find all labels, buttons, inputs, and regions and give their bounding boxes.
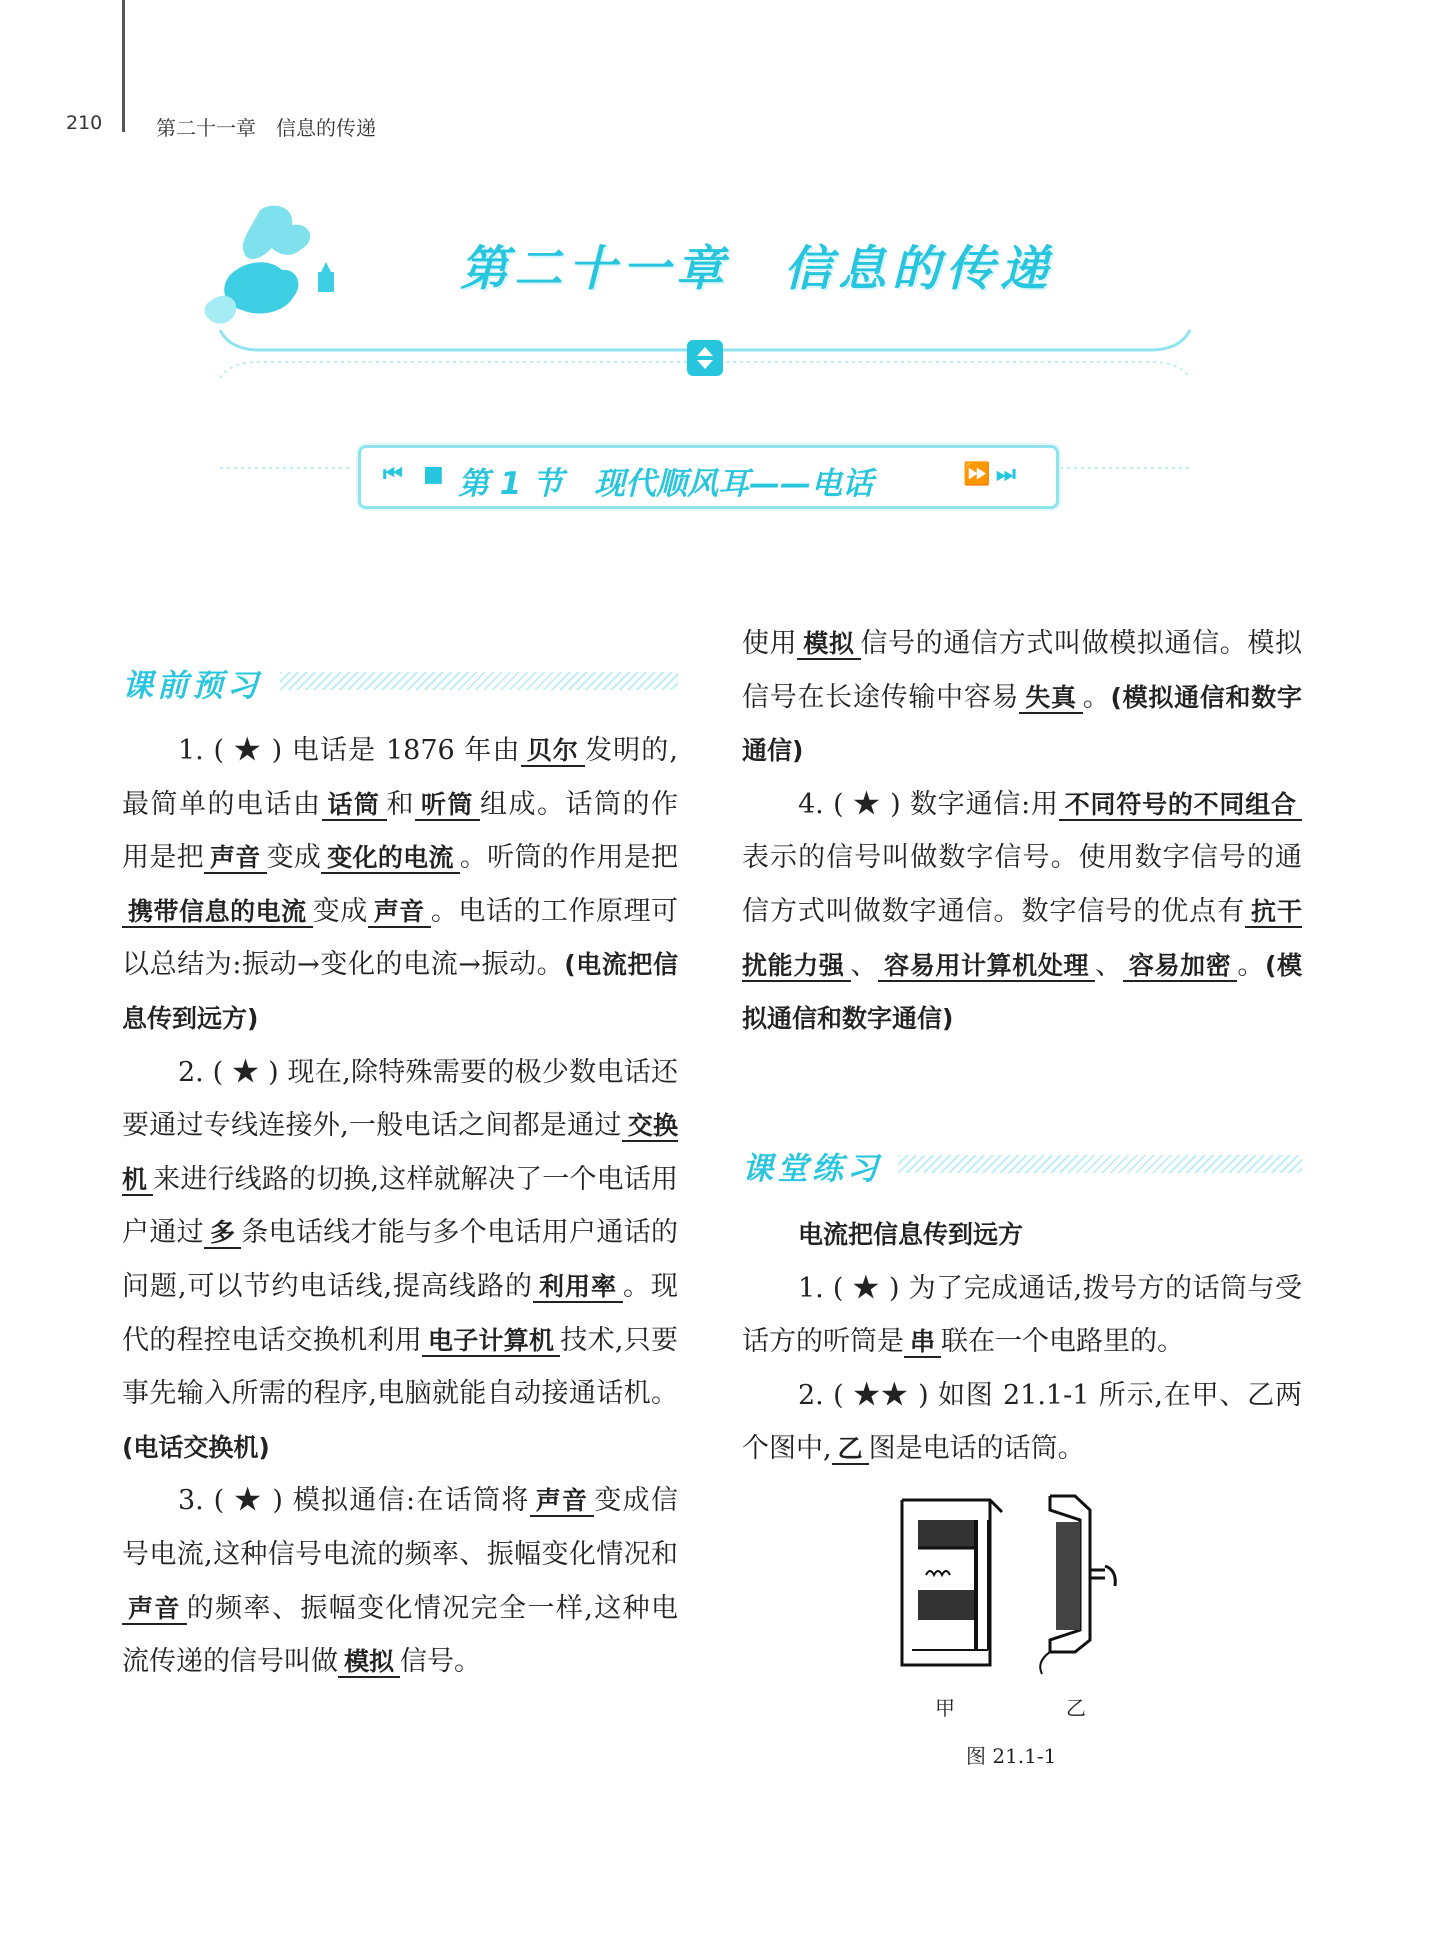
answer-blank: 利用率	[533, 1272, 623, 1303]
exercise-2: 2. ( ★★ ) 如图 21.1-1 所示,在甲、乙两个图中, 乙 图是电话的话筒。	[742, 1379, 1302, 1465]
square-bullet-icon: ■	[423, 462, 444, 487]
answer-blank: 容易加密	[1123, 951, 1238, 982]
heading-hatch	[280, 672, 678, 690]
topic-hint: (电话交换机)	[122, 1432, 270, 1462]
figure-label-a: 甲	[935, 1696, 955, 1720]
answer-blank: 声音	[204, 843, 267, 874]
heading-classroom-practice: 课堂练习	[742, 1151, 882, 1187]
skip-back-icon: ⏮	[383, 462, 403, 487]
answer-blank: 模拟	[797, 629, 860, 660]
answer-blank: 串	[904, 1327, 941, 1358]
topic-hint: (电流把信息传到远方)	[122, 950, 678, 1033]
question-2: 2. ( ★ ) 现在,除特殊需要的极少数电话还要通过专线连接外,一般电话之间都是通过 交换机 来进行线路的切换,这样就解决了一个电话用户通过 多 条电话线才能与多个电话用户通话的问题,可以节约电话线,提高线路的 利用率 。现代的程控电话交换机利用 电子计算机 技术,只要事先输入所需的程序,电脑就能自动接通话机。(电话交换机)	[122, 1056, 679, 1462]
question-1: 1. ( ★ ) 电话是 1876 年由 贝尔 发明的,最简单的电话由 话筒 和 听筒 组成。话筒的作用是把 声音 变成 变化的电流 。听筒的作用是把携带信息的电流 变成 声音 。电话的工作原理可以总结为:振动→变化的电流→振动。(电流把信息传到远方)	[122, 735, 679, 1033]
page-number: 210	[66, 112, 103, 134]
answer-blank: 乙	[832, 1434, 869, 1465]
answer-blank: 交换机	[122, 1111, 678, 1194]
answer-blank: 容易用计算机处理	[878, 951, 1095, 982]
right-column-top	[742, 617, 1302, 1046]
topic-hint: (模拟通信和数字通信)	[742, 950, 1303, 1034]
banner-toggle-icon	[687, 340, 723, 376]
earpiece-diagram	[902, 1500, 1002, 1665]
chapter-title: 第二十一章 信息的传递	[460, 241, 1055, 297]
ink-splash-icon	[205, 206, 334, 324]
topic-hint: (模拟通信和数字通信)	[742, 682, 1303, 766]
question-3: 3. ( ★ ) 模拟通信:在话筒将 声音 变成信号电流,这种信号电流的频率、振幅变化情况和声音 的频率、振幅变化情况完全一样,这种电流传递的信号叫做 模拟 信号。	[122, 1485, 678, 1678]
figure-telephone-parts	[890, 1480, 1150, 1690]
answer-blank: 听筒	[415, 790, 480, 821]
right-column-bottom	[742, 1208, 1302, 1476]
answer-blank: 携带信息的电流	[122, 897, 313, 928]
answer-blank: 声音	[122, 1594, 187, 1625]
answer-blank: 话筒	[322, 790, 387, 821]
heading-preview: 课前预习	[122, 668, 262, 704]
fast-forward-icon: ⏩	[963, 462, 991, 487]
answer-blank: 抗干扰能力强	[742, 896, 1302, 980]
header-rule	[122, 0, 125, 132]
question-4: 4. ( ★ ) 数字通信:用 不同符号的不同组合表示的信号叫做数字信号。使用数字信号的通信方式叫做数字通信。数字信号的优点有 抗干扰能力强 、 容易用计算机处理 、 容易加密 。(模拟通信和数字通信)	[742, 788, 1303, 1034]
sub-heading: 电流把信息传到远方	[798, 1220, 1024, 1249]
answer-blank: 不同符号的不同组合	[1059, 790, 1302, 821]
answer-blank: 模拟	[338, 1647, 400, 1678]
running-head: 第二十一章 信息的传递	[156, 116, 376, 140]
answer-blank: 失真	[1019, 683, 1082, 714]
figure-caption: 图 21.1-1	[966, 1744, 1057, 1768]
left-column	[122, 724, 678, 1689]
heading-hatch	[898, 1155, 1302, 1173]
exercise-1: 1. ( ★ ) 为了完成通话,拨号方的话筒与受话方的听筒是 串 联在一个电路里的。	[742, 1272, 1302, 1358]
section-title: 第 1 节 现代顺风耳——电话	[458, 466, 874, 502]
answer-blank: 多	[204, 1218, 241, 1249]
answer-blank: 声音	[530, 1486, 595, 1517]
answer-blank: 变化的电流	[321, 843, 460, 874]
answer-blank: 电子计算机	[422, 1326, 560, 1357]
figure-label-b: 乙	[1066, 1696, 1086, 1720]
mouthpiece-diagram	[1040, 1496, 1115, 1674]
skip-forward-icon: ⏭	[996, 462, 1016, 487]
question-3-continued: 使用 模拟 信号的通信方式叫做模拟通信。模拟信号在长途传输中容易 失真 。(模拟通信和数字通信)	[742, 628, 1303, 766]
answer-blank: 贝尔	[521, 736, 585, 767]
answer-blank: 声音	[368, 897, 431, 928]
